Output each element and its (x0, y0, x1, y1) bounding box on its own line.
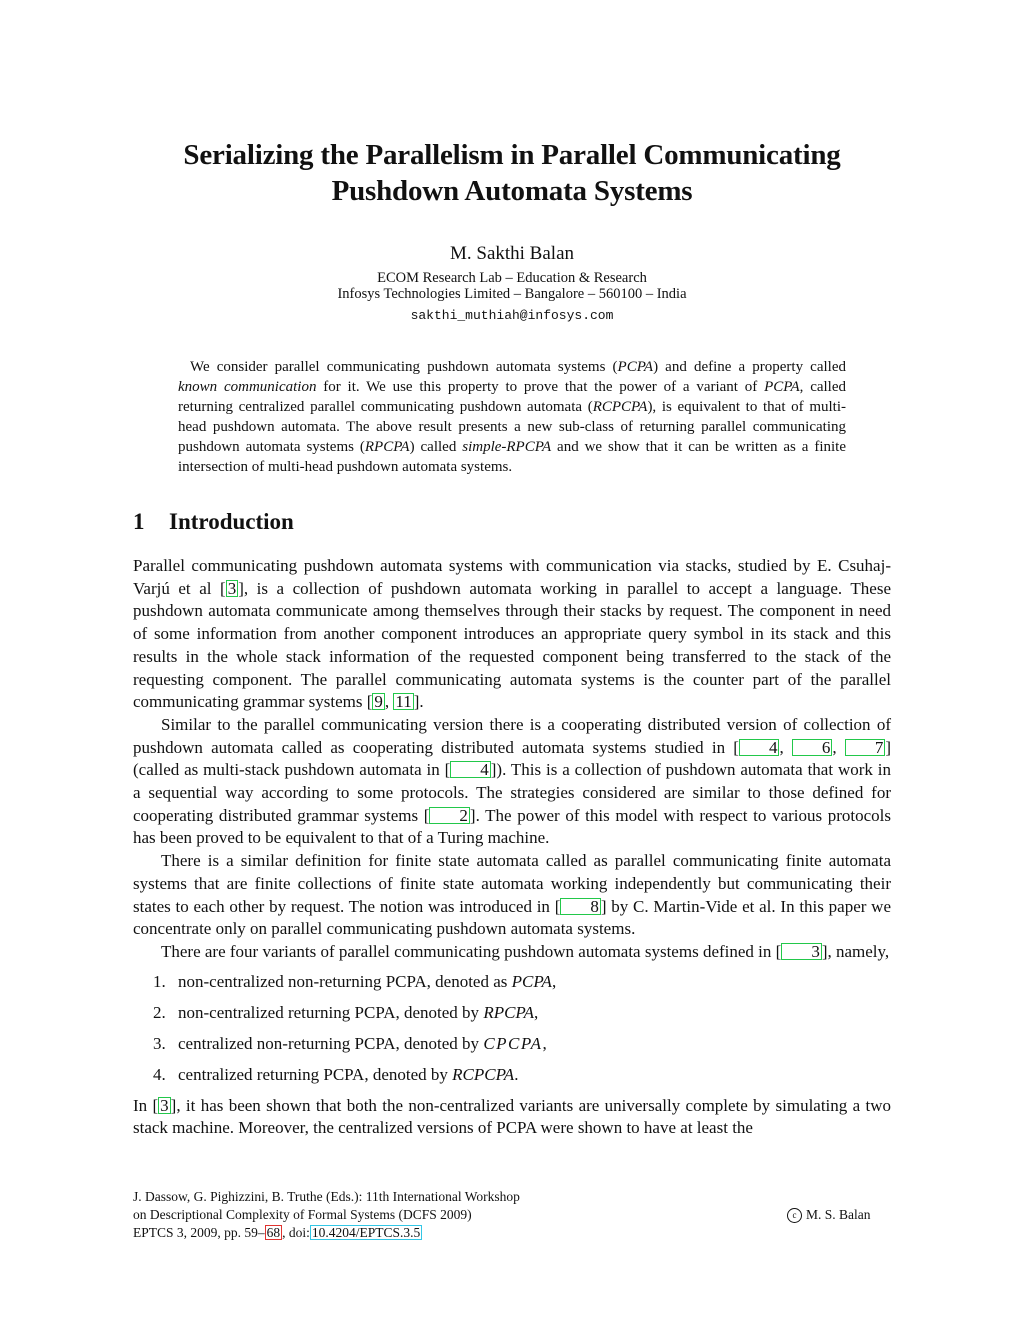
citation-link[interactable]: 8 (560, 898, 601, 915)
copyright-notice (787, 1206, 871, 1224)
citation-link[interactable]: 9 (374, 692, 383, 712)
title-line-1: Serializing the Parallelism in Parallel Communicating (183, 139, 841, 171)
section-title: Introduction (169, 509, 294, 534)
author-email[interactable]: sakthi_muthiah@infosys.com (410, 308, 614, 323)
citation-link[interactable]: 11 (395, 692, 412, 712)
footer-line-1: J. Dassow, G. Pighizzini, B. Truthe (Eds.): 11th International Workshop (133, 1189, 520, 1204)
abstract (178, 357, 846, 477)
variant-list (133, 971, 891, 1087)
affiliation (0, 270, 1024, 302)
last-page-link[interactable]: 68 (266, 1225, 281, 1240)
list-item: 3. centralized non-returning PCPA, denoted by CPCPA, (153, 1033, 547, 1053)
footer-line-3: EPTCS 3, 2009, pp. 59– 68 , doi: 10.4204/EPTCS.3.5 (133, 1225, 421, 1240)
citation-link[interactable]: 4 (739, 739, 780, 756)
paper-title (0, 137, 1024, 209)
paragraph-3: There is a similar definition for finite state automata called as parallel communicating finite automata systems that are finite collections of finite state automata working independently but communicating their states to each other by request. The notion was introduced in [ 8 ] by C. Martin-Vide et al. In this paper we concentrate only on parallel communicating pushdown automata systems. (133, 851, 891, 939)
citation-link[interactable]: 4 (450, 761, 491, 778)
citation-link[interactable]: 3 (227, 578, 237, 598)
doi-link[interactable]: 10.4204/EPTCS.3.5 (311, 1225, 421, 1240)
citation-link[interactable]: 7 (845, 739, 886, 756)
footer-line-2: on Descriptional Complexity of Formal Systems (DCFS 2009) (133, 1207, 472, 1222)
section-heading-introduction (133, 508, 294, 536)
paragraph-1: Parallel communicating pushdown automata systems with communication via stacks, studied by E. Csuhaj-Varjú et al [ 3 ], is a collection of pushdown automata working in parallel to accept a language. These pushdown automata communicate among themselves through their stacks by request. The component in need of some information from another component introduces an appropriate query symbol in its stack and this results in the whole stack information of the requested component being transferred to the stack of the requesting component. The parallel communicating automata systems is the counter part of the parallel communicating grammar systems [ 9 , 11 ]. (133, 556, 891, 712)
citation-link[interactable]: 3 (160, 1095, 169, 1115)
section-number: 1 (133, 509, 145, 534)
list-item: 4. centralized returning PCPA, denoted by RCPCPA. (153, 1064, 519, 1084)
copyright-holder: M. S. Balan (806, 1207, 871, 1222)
list-item: 2. non-centralized returning PCPA, denoted by RPCPA, (153, 1002, 539, 1022)
copyright-icon: c (787, 1208, 802, 1223)
paragraph-4: There are four variants of parallel communicating pushdown automata systems defined in [ 3 ], namely, (161, 941, 890, 961)
author-name: M. Sakthi Balan (449, 243, 575, 264)
body-text (133, 555, 891, 1140)
footer-citation (133, 1188, 520, 1242)
title-line-2: Pushdown Automata Systems (331, 175, 693, 207)
paragraph-5: In [ 3 ], it has been shown that both the non-centralized variants are universally complete by simulating a two stack machine. Moreover, the centralized versions of PCPA were shown to have at least the (133, 1095, 892, 1138)
citation-link[interactable]: 6 (792, 739, 833, 756)
citation-link[interactable]: 3 (781, 943, 822, 960)
affiliation-line-2: Infosys Technologies Limited – Bangalore – 560100 – India (337, 286, 687, 302)
paragraph-2: Similar to the parallel communicating version there is a cooperating distributed version of collection of pushdown automata called as cooperating distributed automata systems studied in [ 4 , 6 , 7 ] (called as multi-stack pushdown automata in [ 4 ]). This is a collection of pushdown automata that work in a sequential way according to some protocols. The strategies considered are similar to those defined for cooperating distributed grammar systems [ 2 ]. The power of this model with respect to various protocols has been proved to be equivalent to that of a Turing machine. (133, 714, 892, 848)
citation-link[interactable]: 2 (429, 807, 470, 824)
abstract-paragraph: We consider parallel communicating pushdown automata systems (PCPA) and define a property called known communication for it. We use this property to prove that the power of a variant of PCPA, called returning centralized parallel communicating pushdown automata (RCPCPA), is equivalent to that of multi-head pushdown automata. The above result presents a new sub-class of returning parallel communicating pushdown automata systems (RPCPA) called simple-RPCPA and we show that it can be written as a finite intersection of multi-head pushdown automata systems. (178, 359, 846, 475)
list-item: 1. non-centralized non-returning PCPA, denoted as PCPA, (153, 971, 557, 991)
affiliation-line-1: ECOM Research Lab – Education & Research (377, 270, 647, 286)
